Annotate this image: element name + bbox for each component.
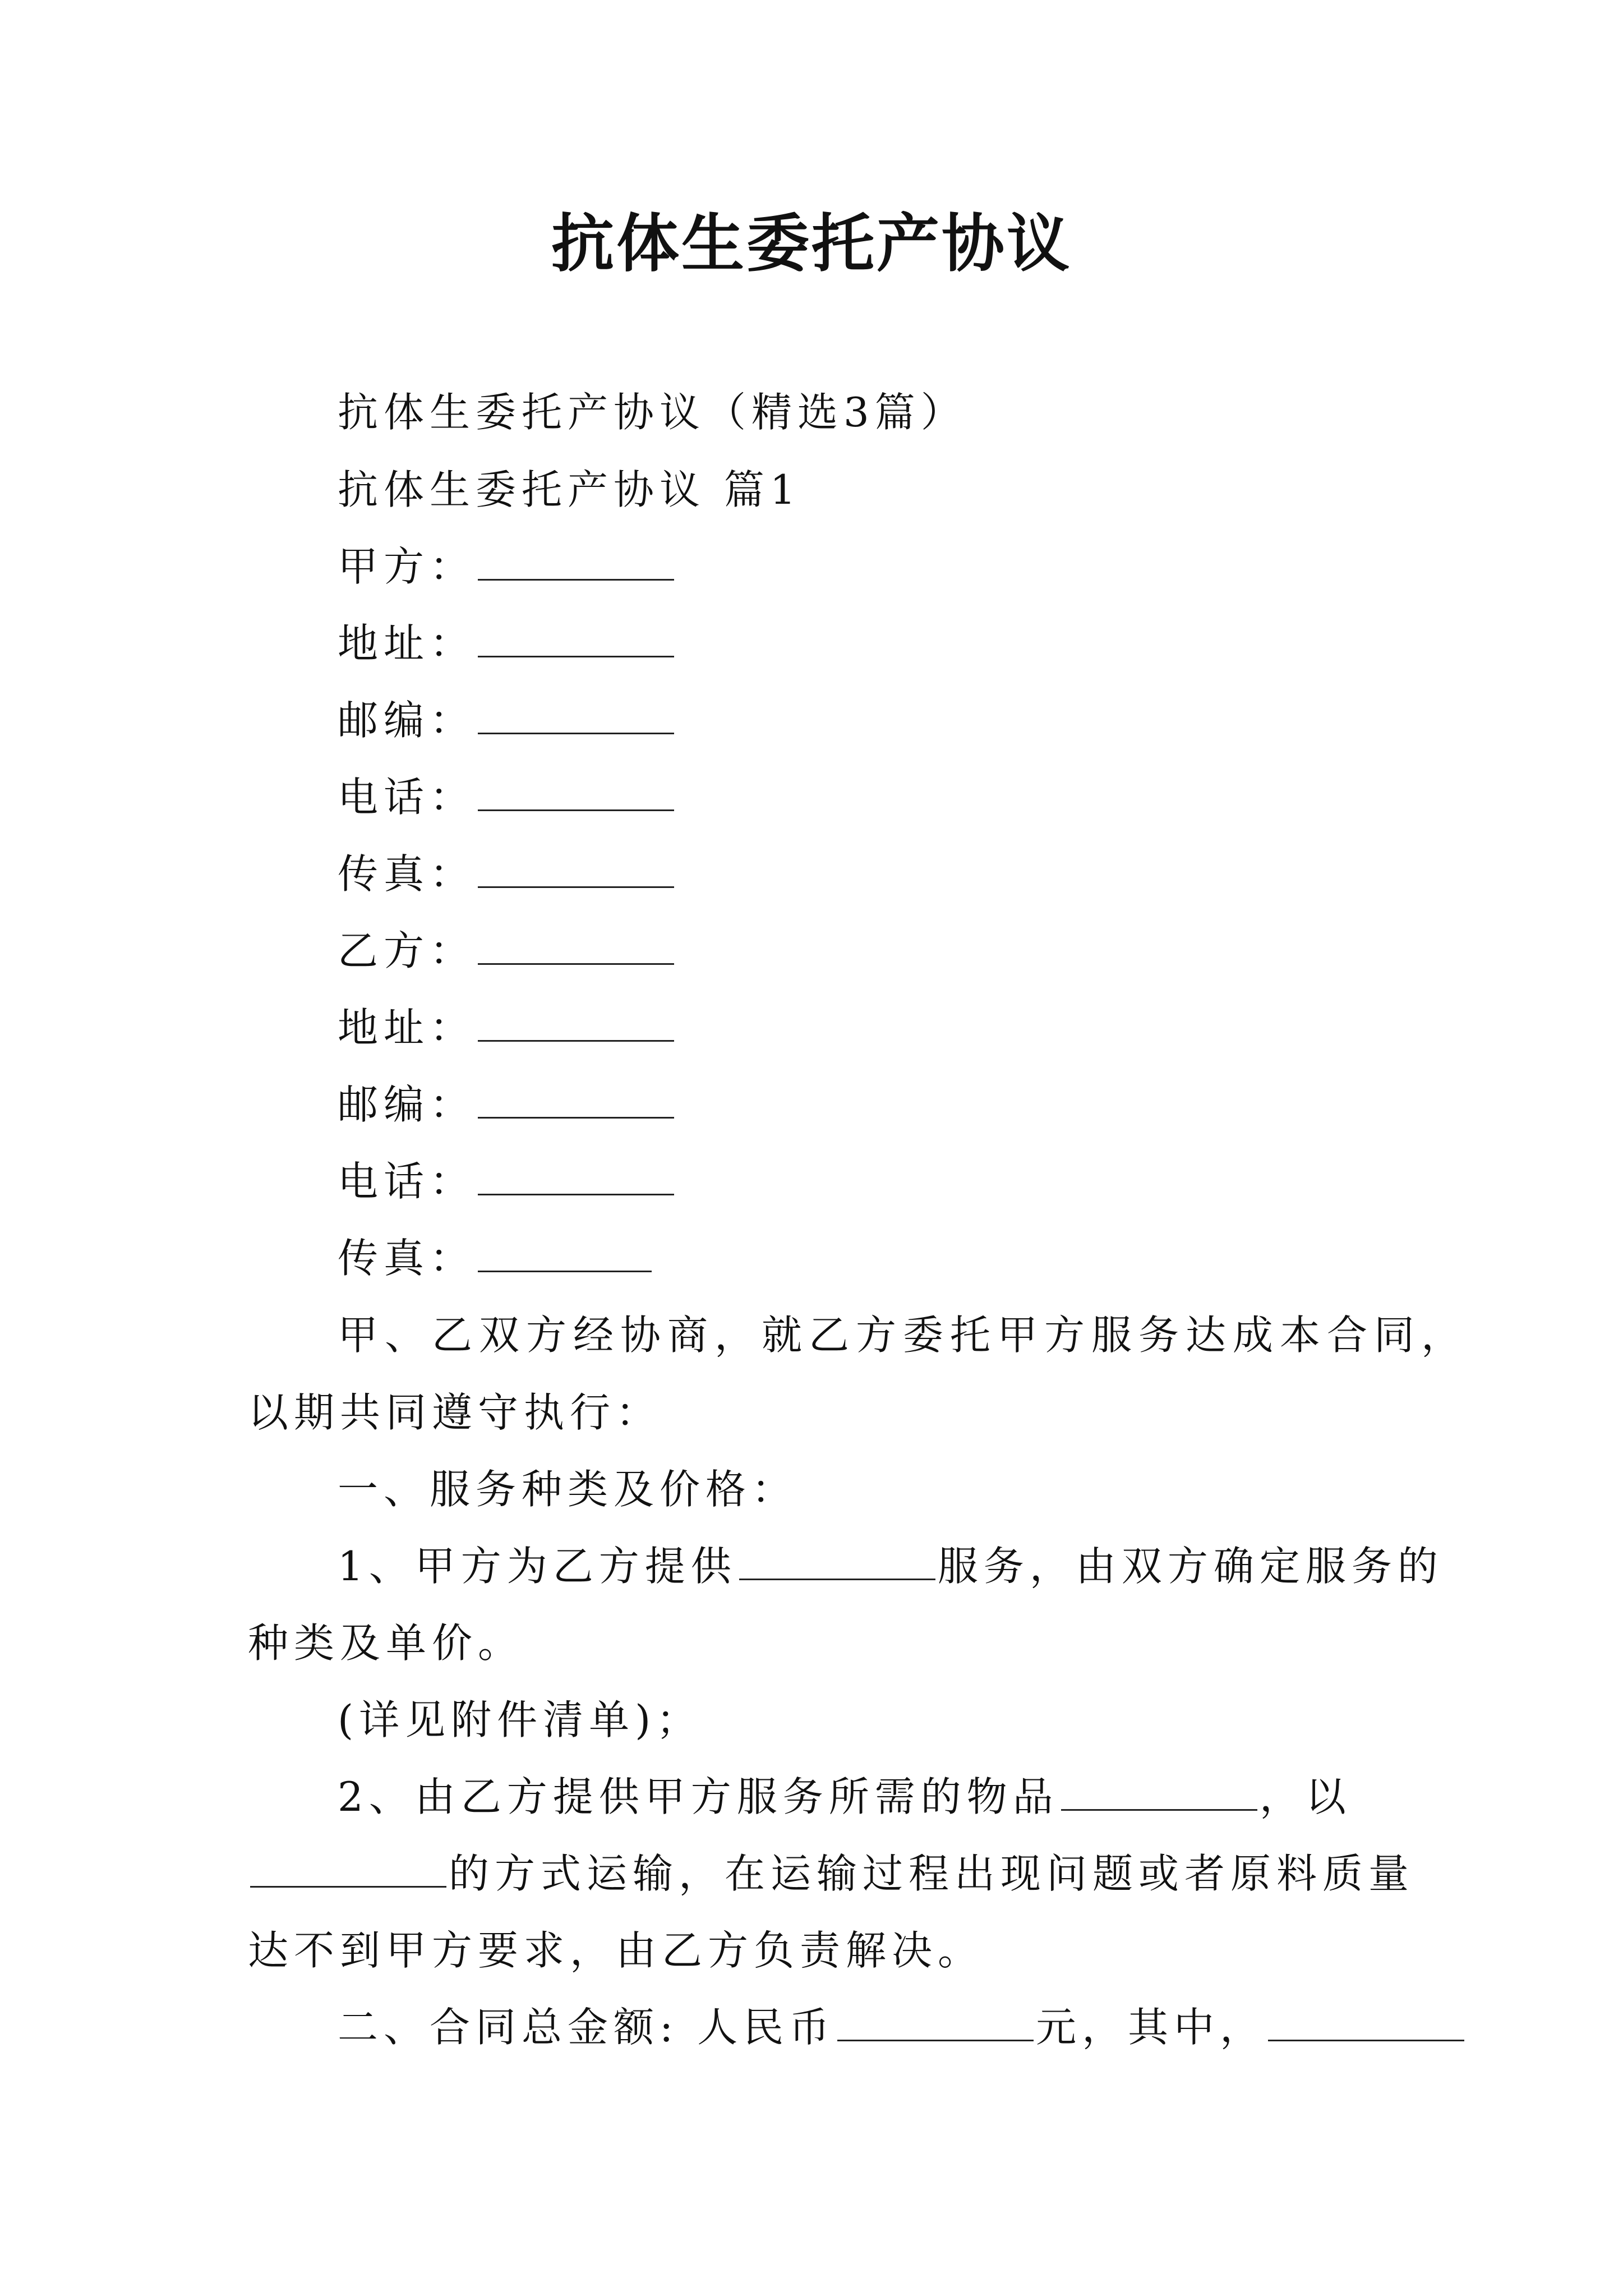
blank-line	[1268, 2000, 1464, 2041]
blank-line	[478, 616, 674, 657]
blank-line	[478, 847, 674, 888]
blank-line	[478, 1154, 674, 1195]
clause-1-heading: 一、服务种类及价格：	[338, 1466, 798, 1513]
item-2-line3: 达不到甲方要求，由乙方负责解决。	[248, 1927, 984, 1974]
blank-line	[1061, 1770, 1257, 1811]
subtitle: 抗体生委托产协议（精选3篇）	[338, 389, 967, 436]
field-label: 地址：	[338, 1004, 476, 1051]
blank-line	[478, 1078, 674, 1119]
party-a-fax-field	[338, 846, 676, 902]
section-heading: 抗体生委托产协议 篇1	[338, 466, 801, 513]
blank-line	[478, 1001, 674, 1042]
party-b-postcode-field	[338, 1076, 676, 1133]
blank-line	[478, 693, 674, 734]
field-label: 地址：	[338, 620, 476, 667]
intro-paragraph-line2: 以期共同遵守执行：	[248, 1389, 662, 1436]
party-a-phone-field	[338, 769, 676, 825]
party-a-address-field	[338, 615, 676, 671]
field-label: 传真：	[338, 850, 476, 898]
blank-line	[478, 540, 674, 581]
clause-2-text-b: 元，其中，	[1036, 2004, 1266, 2051]
party-b-name-field	[338, 923, 676, 979]
field-label: 邮编：	[338, 1081, 476, 1128]
item-1-note: (详见附件清单)；	[338, 1696, 703, 1743]
blank-line	[837, 2000, 1034, 2041]
field-label: 电话：	[338, 1158, 476, 1205]
item-1-line1	[338, 1538, 1444, 1594]
item-2-text-a: 2、由乙方提供甲方服务所需的物品	[338, 1773, 1059, 1820]
intro-paragraph-line1: 甲、乙双方经协商，就乙方委托甲方服务达成本合同，	[338, 1312, 1469, 1359]
clause-2-text-a: 二、合同总金额: 人民币	[338, 2004, 836, 2051]
field-label: 电话：	[338, 774, 476, 821]
item-2-line1	[338, 1769, 1352, 1825]
blank-line	[478, 770, 674, 811]
blank-line	[478, 1231, 652, 1272]
item-2-line2	[248, 1846, 1414, 1902]
party-b-phone-field	[338, 1153, 676, 1209]
blank-line	[478, 924, 674, 965]
field-label: 传真：	[338, 1235, 476, 1282]
field-label: 乙方：	[338, 927, 476, 974]
blank-line	[739, 1539, 935, 1580]
item-2-text-b: ，以	[1259, 1773, 1352, 1820]
party-b-fax-field	[338, 1230, 654, 1286]
blank-line	[250, 1847, 446, 1888]
clause-2-line	[338, 1999, 1467, 2055]
party-a-postcode-field	[338, 692, 676, 748]
field-label: 邮编：	[338, 697, 476, 744]
item-1-line2: 种类及单价。	[248, 1619, 524, 1667]
item-2-text-c: 的方式运输，在运输过程出现问题或者原料质量	[449, 1850, 1415, 1897]
document-title: 抗体生委托产协议	[551, 207, 1072, 280]
field-label: 甲方：	[338, 543, 476, 590]
item-1-text-a: 1、甲方为乙方提供	[338, 1543, 737, 1590]
party-b-address-field	[338, 1000, 676, 1056]
item-1-text-b: 服务，由双方确定服务的	[937, 1543, 1444, 1590]
party-a-name-field	[338, 539, 676, 595]
